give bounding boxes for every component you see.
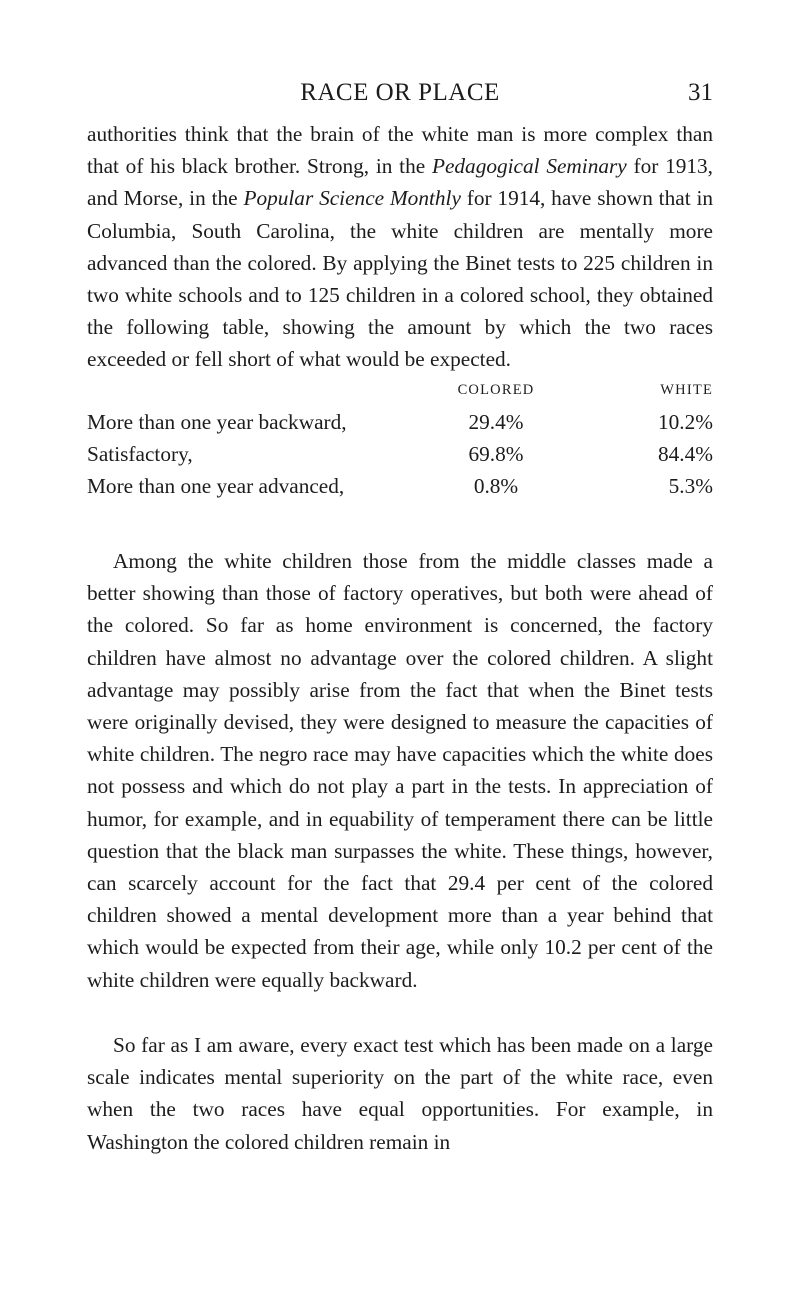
page-number: 31	[688, 79, 713, 106]
running-title: RACE OR PLACE	[300, 79, 500, 106]
row-label: More than one year advanced,	[87, 474, 345, 498]
table-row	[87, 438, 713, 470]
table-row	[87, 406, 713, 438]
column-header-colored: COLORED	[457, 382, 535, 398]
cell-white: 84.4%	[657, 442, 713, 466]
row-label: Satisfactory,	[87, 442, 193, 466]
cell-colored: 29.4%	[468, 410, 524, 434]
table-row	[87, 470, 713, 502]
row-label: More than one year backward,	[87, 410, 347, 434]
column-header-white: WHITE	[660, 382, 713, 398]
paragraph-1-text-a: authorities think that the brain of the white man is more complex than that of his black brother. Strong, in the	[87, 122, 713, 179]
paragraph-2	[87, 545, 713, 996]
cell-white: 10.2%	[657, 410, 713, 434]
running-head	[0, 76, 800, 110]
paragraph-3-text: So far as I am aware, every exact test which has been made on a large scale indicates mental superiority on the part of the white race, even when the two races have equal opportunities. For example, in Washington the colored children remain in	[87, 1033, 713, 1154]
paragraph-1-text-b: for 1913, and Morse, in the	[87, 154, 713, 211]
journal-title-popular-science-monthly: Popular Science Monthly	[243, 186, 461, 211]
paragraph-3	[87, 1029, 713, 1158]
paragraph-1-text-c: for 1914, have shown that in Columbia, South Carolina, the white children are mentally more advanced than the colored. By applying the Binet tests to 225 children in two white schools and to 125 children in a colored school, they obtained the following table, showing the amount by which the two races exceeded or fell short of what would be expected.	[87, 186, 714, 372]
cell-white: 5.3%	[668, 474, 713, 498]
binet-results-table	[87, 378, 713, 502]
paragraph-1	[87, 118, 713, 376]
journal-title-pedagogical-seminary: Pedagogical Seminary	[431, 154, 627, 179]
table-header	[87, 378, 713, 406]
paragraph-2-text: Among the white children those from the middle classes made a better showing than those of factory operatives, but both were ahead of the colored. So far as home environment is concerned, the factory children have almost no advantage over the colored children. A slight advantage may possibly arise from the fact that when the Binet tests were originally devised, they were designed to measure the capacities of white children. The negro race may have capacities which the white does not possess and which do not play a part in the tests. In appreciation of humor, for example, and in equability of temperament there can be little question that the black man surpasses the white. These things, however, can scarcely account for the fact that 29.4 per cent of the colored children showed a mental development more than a year behind that which would be expected from their age, while only 10.2 per cent of the white children were equally backward.	[87, 549, 713, 992]
cell-colored: 69.8%	[468, 442, 524, 466]
cell-colored: 0.8%	[473, 474, 519, 498]
